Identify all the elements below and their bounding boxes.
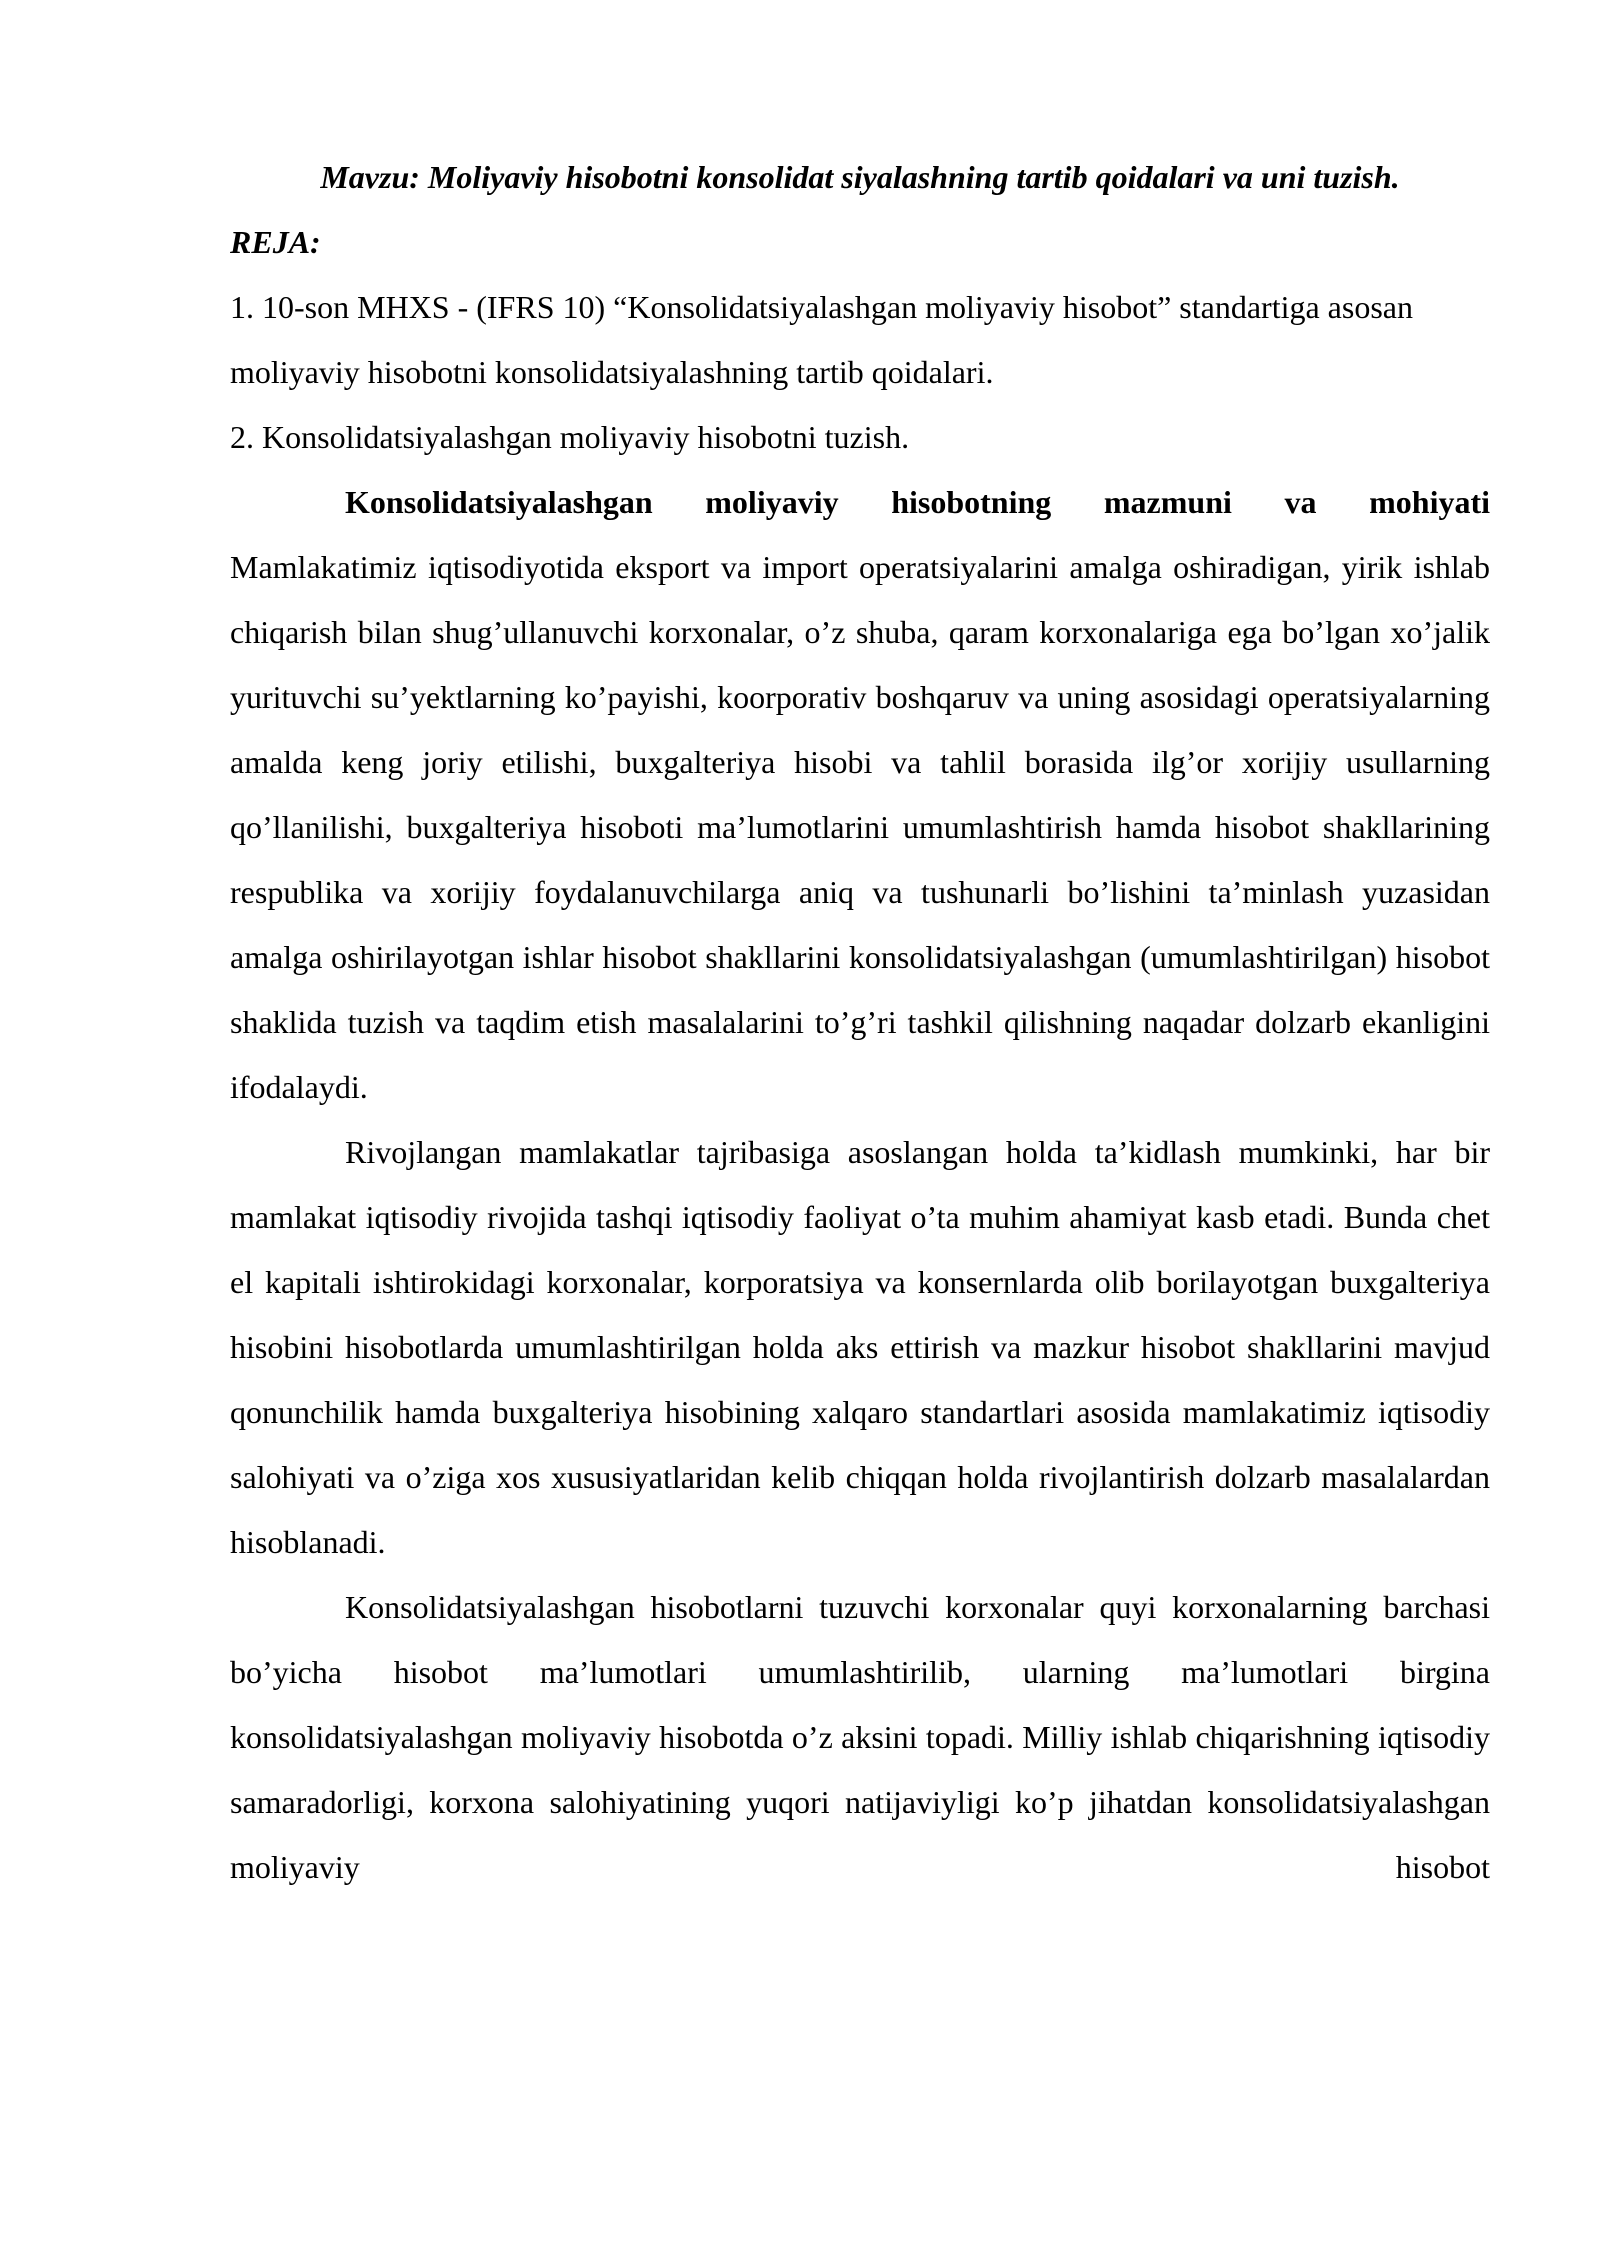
plan-item-1: 1. 10-son MHXS - (IFRS 10) “Konsolidatsiyalashgan moliyaviy hisobot” standartiga asosan moliyaviy hisobotni konsolidatsiyalashning tartib qoidalari. xyxy=(230,289,1413,390)
document-title: Mavzu: Moliyaviy hisobotni konsolidat siyalashning tartib qoidalari va uni tuzish. xyxy=(320,159,1400,195)
paragraph-1: Mamlakatimiz iqtisodiyotida eksport va import operatsiyalarini amalga oshiradigan, yirik ishlab chiqarish bilan shug’ullanuvchi korxonalar, o’z shuba, qaram korxonalariga ega bo’lgan xo’jalik yurituvchi su’yektlarning ko’payishi, koorporativ boshqaruv va uning asosidagi operatsiyalarning amalda keng joriy etilishi, buxgalteriya hisobi va tahlil borasida ilg’or xorijiy usullarning qo’llanilishi, buxgalteriya hisoboti ma’lumotlarini umumlashtirish hamda hisobot shakllarining respublika va xorijiy foydalanuvchilarga aniq va tushunarli bo’lishini ta’minlash yuzasidan amalga oshirilayotgan ishlar hisobot shakllarini konsolidatsiyalashgan (umumlashtirilgan) hisobot shaklida tuzish va taqdim etish masalalarini to’g’ri tashkil qilishning naqadar dolzarb ekanligini ifodalaydi. xyxy=(230,549,1490,1105)
plan-label: REJA: xyxy=(230,224,321,260)
section-heading: Konsolidatsiyalashgan moliyaviy hisobotning mazmuni va mohiyati xyxy=(345,484,1490,520)
document-page xyxy=(230,145,1490,1900)
paragraph-3: Konsolidatsiyalashgan hisobotlarni tuzuvchi korxonalar quyi korxonalarning barchasi bo’yicha hisobot ma’lumotlari umumlashtirilib, ularning ma’lumotlari birgina konsolidatsiyalashgan moliyaviy hisobotda o’z aksini topadi. Milliy ishlab chiqarishning iqtisodiy samaradorligi, korxona salohiyatining yuqori natijaviyligi ko’p jihatdan konsolidatsiyalashgan moliyaviy hisobot xyxy=(230,1589,1490,1885)
paragraph-2: Rivojlangan mamlakatlar tajribasiga asoslangan holda ta’kidlash mumkinki, har bir mamlakat iqtisodiy rivojida tashqi iqtisodiy faoliyat o’ta muhim ahamiyat kasb etadi. Bunda chet el kapitali ishtirokidagi korxonalar, korporatsiya va konsernlarda olib borilayotgan buxgalteriya hisobini hisobotlarda umumlashtirilgan holda aks ettirish va mazkur hisobot shakllarini mavjud qonunchilik hamda buxgalteriya hisobining xalqaro standartlari asosida mamlakatimiz iqtisodiy salohiyati va o’ziga xos xususiyatlaridan kelib chiqqan holda rivojlantirish dolzarb masalalardan hisoblanadi. xyxy=(230,1134,1490,1560)
plan-item-2: 2. Konsolidatsiyalashgan moliyaviy hisobotni tuzish. xyxy=(230,419,910,455)
